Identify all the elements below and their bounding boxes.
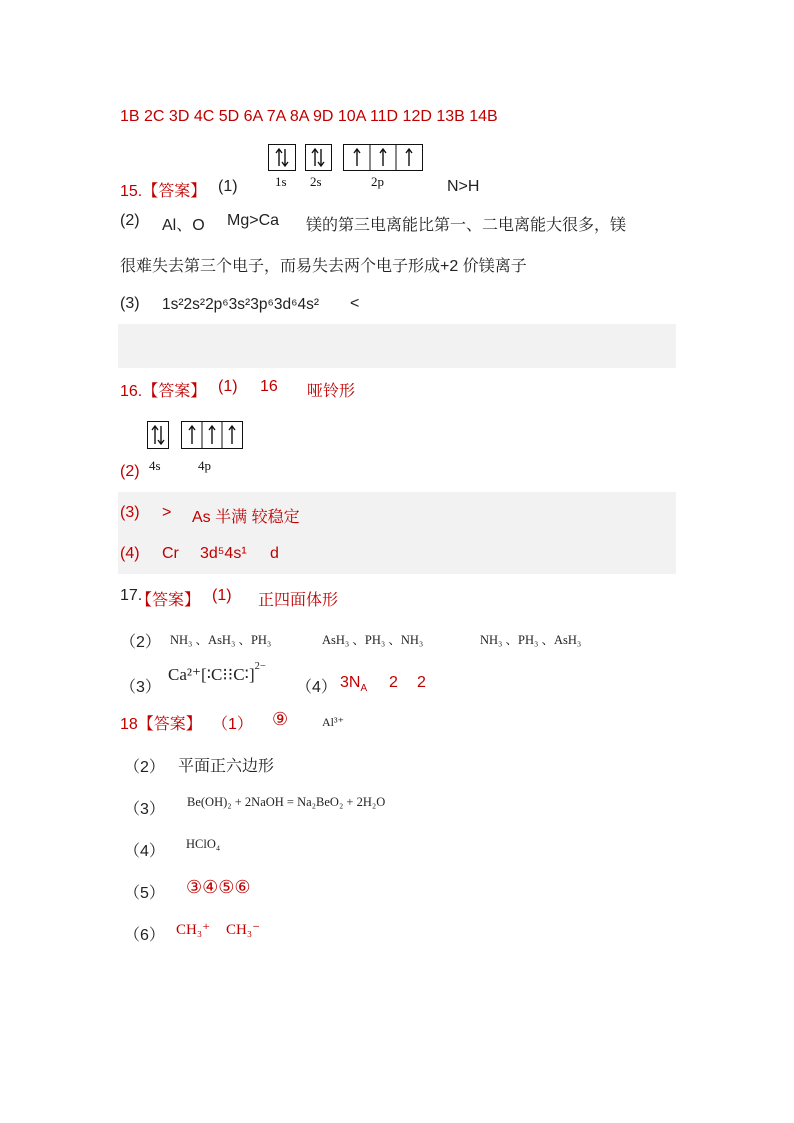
q18-part1-circle: ⑨	[272, 709, 289, 729]
q18-part3-equation: Be(OH)₂ + 2NaOH = Na₂BeO₂ + 2H₂O	[187, 795, 386, 809]
unpaired-arrows-icon	[182, 422, 242, 448]
choice-answers: 1B 2C 3D 4C 5D 6A 7A 8A 9D 10A 11D 12D 13B 14B	[120, 108, 498, 125]
orbital-box-4p	[181, 421, 243, 449]
q18-part6-b: CH₃⁻	[226, 922, 260, 938]
q15-part2-explanation-line1: 镁的第三电离能比第一、二电离能大很多，镁	[306, 217, 627, 234]
q16-label: 16.【答案】	[120, 383, 207, 400]
q16-part1-value: 16	[260, 378, 278, 395]
paired-arrows-icon	[269, 145, 295, 170]
q15-part3-answer: <	[350, 295, 360, 312]
q18-part1-ion: Al³⁺	[322, 715, 344, 729]
q17-part3-number: （3）	[120, 679, 161, 696]
q16-part3-number: (3)	[120, 504, 140, 521]
orbital-box-1s	[268, 144, 296, 171]
orbital-label-2s: 2s	[310, 174, 322, 189]
q16-part4-config: 3d⁵4s¹	[200, 545, 247, 562]
q16-part1-number: (1)	[218, 378, 238, 395]
calcium-ion: Ca²⁺	[168, 665, 201, 684]
paired-arrows-icon	[306, 145, 331, 170]
q15-label: 15.【答案】	[120, 183, 207, 200]
q16-part2-number: (2)	[120, 463, 140, 480]
q16-part4-element: Cr	[162, 545, 179, 562]
q18-part6-number: （6）	[124, 927, 165, 944]
unpaired-arrows-icon	[344, 145, 422, 170]
orbital-label-4s: 4s	[149, 458, 161, 473]
q18-part3-number: （3）	[124, 801, 165, 818]
q15-part1-answer: N>H	[447, 178, 480, 195]
orbital-box-2s	[305, 144, 332, 171]
q15-part1-number: (1)	[218, 178, 238, 195]
q16-part3-symbol: >	[162, 504, 172, 521]
q18-label: 18【答案】	[120, 716, 202, 733]
paired-arrows-icon	[148, 422, 168, 448]
highlight-band-top	[118, 324, 676, 368]
q15-part3-number: (3)	[120, 295, 140, 312]
q18-part2-number: （2）	[124, 759, 165, 776]
orbital-label-4p: 4p	[198, 458, 211, 473]
q17-part4-b: 2	[417, 674, 426, 691]
q18-part6-a: CH₃⁺	[176, 922, 210, 938]
q17-label: 【答案】	[136, 592, 201, 609]
anion-charge: 2−	[254, 661, 266, 673]
q18-part4-formula: HClO₄	[186, 837, 221, 851]
q17-part4-number: （4）	[296, 679, 337, 696]
q17-part3-formula	[168, 661, 266, 685]
q18-part1-number: （1）	[212, 716, 253, 733]
orbital-box-2p	[343, 144, 423, 171]
q17-part2-number: （2）	[120, 634, 161, 651]
orbital-label-2p: 2p	[371, 174, 384, 189]
q17-part2-sequence1: NH₃ 、AsH₃ 、PH₃	[170, 633, 272, 647]
q17-part4-a: 2	[389, 674, 398, 691]
q17-part2-sequence2: AsH₃ 、PH₃ 、NH₃	[322, 633, 424, 647]
q17-part1-number: (1)	[212, 587, 232, 604]
acetylide-anion: [∶C⁝⁝C∶]	[200, 665, 255, 684]
q18-part2-text: 平面正六边形	[178, 758, 275, 775]
q16-part4-number: (4)	[120, 545, 140, 562]
q17-part2-sequence3: NH₃ 、PH₃ 、AsH₃	[480, 633, 582, 647]
q16-part3-text: As 半满 较稳定	[192, 509, 300, 526]
q15-part2-b: Mg>Ca	[227, 212, 280, 229]
q15-part3-config: 1s²2s²2p⁶3s²3p⁶3d⁶4s²	[162, 296, 319, 313]
q17-part4-value: $3N_A$	[340, 674, 368, 695]
q18-part5-text: ③④⑤⑥	[186, 877, 251, 897]
q16-part1-shape: 哑铃形	[307, 383, 356, 400]
q15-part2-explanation-line2: 很难失去第三个电子，而易失去两个电子形成+2 价镁离子	[120, 258, 527, 275]
q17-number: 17.	[120, 587, 143, 604]
q16-part4-block: d	[270, 545, 279, 562]
orbital-box-4s	[147, 421, 169, 449]
q17-part1-text: 正四面体形	[258, 592, 339, 609]
q18-part5-number: （5）	[124, 885, 165, 902]
q15-part2-a: Al、O	[162, 217, 205, 234]
q18-part4-number: （4）	[124, 843, 165, 860]
orbital-label-1s: 1s	[275, 174, 287, 189]
q15-part2-number: (2)	[120, 212, 140, 229]
